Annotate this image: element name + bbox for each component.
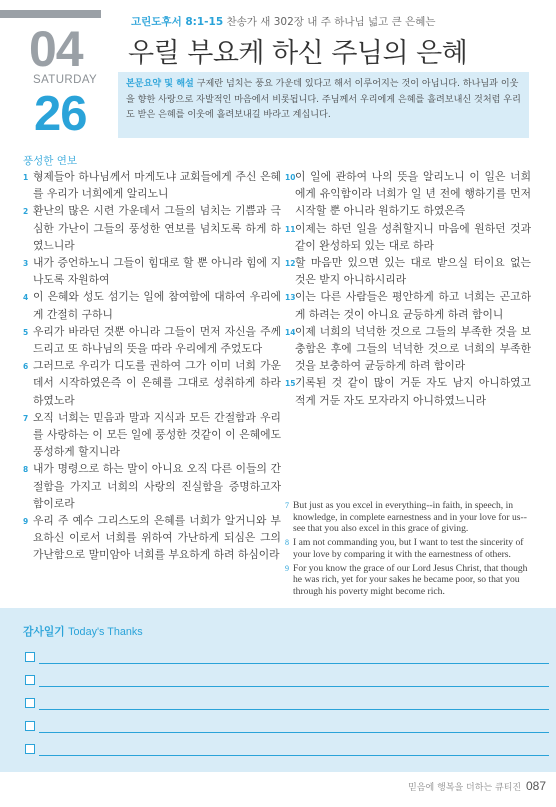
verse-number: 2 <box>23 207 29 217</box>
verse <box>23 288 281 322</box>
verse <box>23 168 281 202</box>
writing-line[interactable] <box>39 732 549 733</box>
english-verses <box>285 500 531 600</box>
thanks-title-en: Today's Thanks <box>68 626 143 638</box>
verse-number: 4 <box>23 293 29 303</box>
verse-text: 이제 너희의 넉넉한 것으로 그들의 부족한 것을 보충함은 후에 그들의 넉넉한 것으로 너희의 부족한 것을 보충하여 균등하게 하려 함이라 <box>295 324 531 373</box>
verse <box>23 409 281 461</box>
verse <box>285 323 531 375</box>
thanks-entry-row[interactable] <box>25 694 549 716</box>
verse-text: 기록된 것 같이 많이 거둔 자도 남지 아니하였고 적게 거둔 자도 모자라지 아니하였느니라 <box>295 376 531 407</box>
thanks-entry-row[interactable] <box>25 717 549 739</box>
header-bar <box>0 10 101 18</box>
writing-line[interactable] <box>39 709 549 710</box>
verse-text: 내가 증언하노니 그들이 힘대로 할 뿐 아니라 힘에 지나도록 자원하여 <box>33 256 281 287</box>
verse-text: 형제들아 하나님께서 마게도냐 교회들에게 주신 은혜를 우리가 너희에게 알리노니 <box>33 170 281 201</box>
verse <box>285 288 531 322</box>
verse <box>23 460 281 512</box>
verse-text: 환난의 많은 시련 가운데서 그들의 넘치는 기쁨과 극심한 가난이 그들의 풍성한 연보를 넘치도록 하게 하였느니라 <box>33 204 281 252</box>
thanks-entry-row[interactable] <box>25 671 549 693</box>
date-weekday: SATURDAY <box>33 74 98 86</box>
thanks-journal <box>0 608 556 772</box>
date-month: 04 <box>29 21 83 77</box>
verse-number: 10 <box>285 173 296 182</box>
verses-left-column <box>23 168 281 564</box>
verse-number: 14 <box>285 327 296 337</box>
verse-number: 9 <box>285 563 289 573</box>
writing-line[interactable] <box>39 663 549 664</box>
verse-number: 3 <box>23 259 29 269</box>
verse-text: 이 일에 관하여 나의 뜻을 알리노니 이 일은 너희에게 유익함이라 너희가 일 년 전에 행하기를 먼저 시작할 뿐 아니라 원하기도 하였은즉 <box>295 170 531 218</box>
checkbox[interactable] <box>25 721 35 731</box>
verse <box>285 374 531 408</box>
summary-label: 본문요약 및 해설 <box>126 79 194 89</box>
writing-line[interactable] <box>39 755 549 756</box>
verse <box>23 254 281 288</box>
verse-number: 12 <box>285 259 296 269</box>
verse-number: 8 <box>23 465 29 475</box>
verse-text: 우리 주 예수 그리스도의 은혜를 너희가 알거니와 부요하신 이로서 너희를 위하여 가난하게 되심은 그의 가난함으로 말미암아 너희를 부요하게 하려 하심이라 <box>33 514 281 562</box>
summary-box <box>118 72 529 138</box>
section-title: 풍성한 연보 <box>23 155 78 167</box>
verse-text: 우리가 바라던 것뿐 아니라 그들이 먼저 자신을 주께 드리고 또 하나님의 뜻을 따라 우리에게 주었도다 <box>33 324 281 356</box>
page-title: 우릴 부요케 하신 주님의 은혜 <box>128 38 468 69</box>
verse-text: I am not commanding you, but I want to test the sincerity of your love by comparing it with the earnestness of others. <box>293 537 524 560</box>
verse <box>285 254 531 288</box>
verse-number: 13 <box>285 293 296 303</box>
verse-text: 오직 너희는 믿음과 말과 지식과 모든 간절함과 우리를 사랑하는 이 모든 일에 풍성한 것같이 이 은혜에도 풍성하게 할지니라 <box>33 410 281 459</box>
scripture-reference-line <box>131 14 436 29</box>
summary-text: 구제란 넘치는 풍요 가운데 있다고 해서 이루어지는 것이 아닙니다. 하나님과 이웃을 향한 사랑으로 자발적인 마음에서 비롯됩니다. 주님께서 우리에게 은혜를 흘려보내신 것처럼 우리도 받은 은혜를 이웃에 흘려보내길 바라고 계십니다. <box>126 79 521 121</box>
thanks-entry-row[interactable] <box>25 740 549 762</box>
thanks-title <box>23 624 143 639</box>
verse <box>23 323 281 357</box>
verse <box>23 202 281 254</box>
verse <box>285 168 531 220</box>
english-verse <box>285 563 531 598</box>
verse-number: 15 <box>285 379 296 389</box>
verse-number: 9 <box>23 517 29 527</box>
verse-text: 이는 다른 사람들은 평안하게 하고 너희는 곤고하게 하려는 것이 아니요 균등하게 하려 함이니 <box>295 290 531 321</box>
date-day: 26 <box>34 87 87 141</box>
checkbox[interactable] <box>25 652 35 662</box>
thanks-title-ko: 감사일기 <box>23 625 65 638</box>
footer-text: 믿음에 행복을 더하는 큐티진 <box>408 783 522 793</box>
verse-number: 8 <box>285 538 289 548</box>
page-footer <box>408 779 546 793</box>
hymn-reference: 찬송가 새 302장 내 주 하나님 넓고 큰 은혜는 <box>226 16 436 28</box>
verse-number: 1 <box>23 173 29 182</box>
checkbox[interactable] <box>25 744 35 754</box>
verse-number: 7 <box>23 413 29 423</box>
verse-number: 7 <box>285 501 289 510</box>
verse-text: 그러므로 우리가 디도를 권하여 그가 이미 너희 가운데서 시작하였은즉 이 은혜를 그대로 성취하게 하라 하였노라 <box>33 359 281 407</box>
verse-text: 이 은혜와 성도 섬기는 일에 참여함에 대하여 우리에게 간절히 구하니 <box>33 290 281 321</box>
verse <box>23 357 281 409</box>
thanks-entry-row[interactable] <box>25 648 549 670</box>
page-number: 087 <box>525 779 546 793</box>
verse <box>285 220 531 254</box>
verse-text: For you know the grace of our Lord Jesus Christ, that though he was rich, yet for your sakes he became poor, so that you through his poverty might become rich. <box>293 562 528 597</box>
writing-line[interactable] <box>39 686 549 687</box>
verse-text: But just as you excel in everything--in faith, in speech, in knowledge, in complete earnestness and in your love for us--see that you also excel in this grace of giving. <box>293 500 527 535</box>
checkbox[interactable] <box>25 675 35 685</box>
verses-right-column <box>285 168 531 409</box>
english-verse <box>285 500 531 535</box>
verse-text: 할 마음만 있으면 있는 대로 받으실 터이요 없는 것은 받지 아니하시리라 <box>295 256 531 287</box>
verse-text: 이제는 하던 일을 성취할지니 마음에 원하던 것과 같이 완성하되 있는 대로 하라 <box>295 221 531 252</box>
english-verse <box>285 537 531 560</box>
verse-text: 내가 명령으로 하는 말이 아니요 오직 다른 이들의 간절함을 가지고 너희의 사랑의 진실함을 증명하고자 함이로라 <box>33 462 281 510</box>
verse <box>23 512 281 564</box>
verse-number: 11 <box>285 224 296 234</box>
checkbox[interactable] <box>25 698 35 708</box>
scripture-reference: 고린도후서 8:1-15 <box>131 16 224 28</box>
verse-number: 5 <box>23 327 29 337</box>
verse-number: 6 <box>23 362 29 372</box>
